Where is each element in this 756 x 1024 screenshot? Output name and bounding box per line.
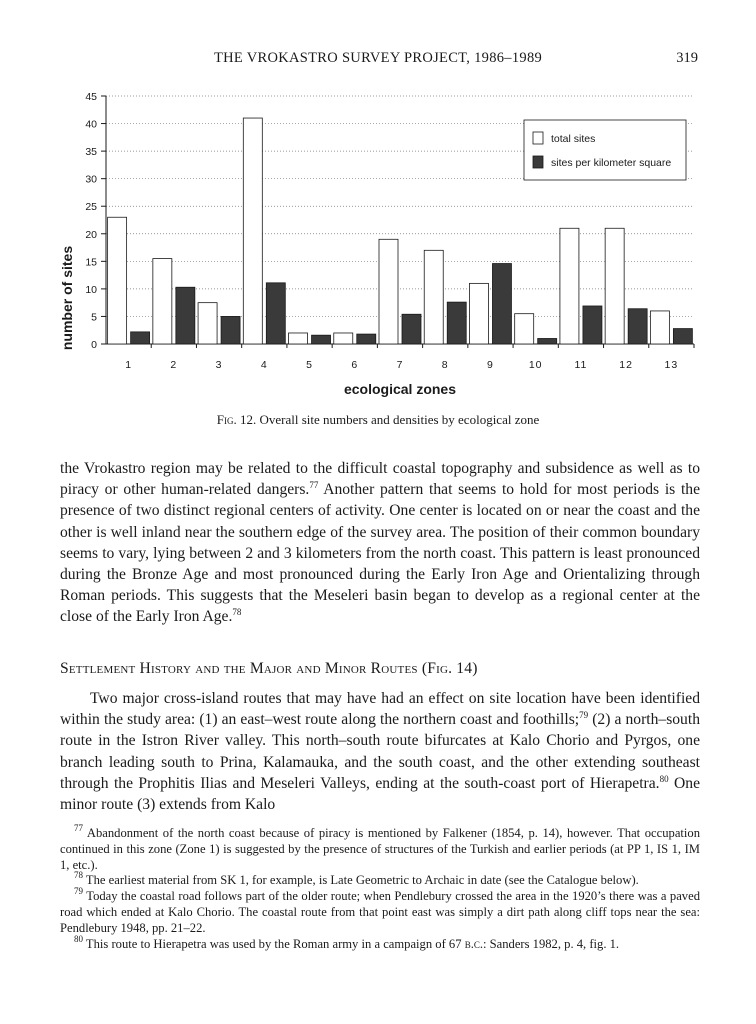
- bar-sites-per-km2: [221, 316, 240, 344]
- footnote: [60, 933, 700, 953]
- bar-sites-per-km2: [176, 287, 195, 344]
- body-paragraph-1: [60, 458, 700, 628]
- x-tick-label: 9: [487, 359, 494, 371]
- figure-caption-text: . 12. Overall site numbers and densities by ecological zone: [233, 412, 540, 427]
- bar-sites-per-km2: [583, 306, 602, 344]
- text-run: Two major cross-island routes that may have had an effect on site location have been identified within the study area: (1) an east–west route along the northern coast and foothills;: [60, 690, 700, 729]
- bar-sites-per-km2: [538, 338, 557, 344]
- bar-total-sites: [108, 217, 127, 344]
- footnote-ref: 77: [309, 480, 319, 491]
- footnote-ref: 79: [74, 886, 83, 897]
- x-tick-label: 11: [574, 359, 588, 371]
- legend-label: sites per kilometer square: [551, 157, 672, 169]
- x-tick-label: 1: [125, 359, 133, 371]
- footnote-ref: 77: [74, 823, 83, 833]
- figure-caption: [0, 412, 756, 428]
- footnote-ref: 78: [74, 870, 83, 881]
- y-tick-label: 25: [85, 201, 97, 214]
- bar-sites-per-km2: [492, 264, 511, 344]
- y-tick-label: 0: [91, 339, 97, 351]
- text-run: Abandonment of the north coast because of piracy is mentioned by Falkener (1854, p. 14), however. That occupation continued in this zone (Zone 1) is suggested by the presence of structures of the Turkish and earlier periods (at PP 1, IS 1, IM 1, etc.).: [60, 826, 700, 872]
- paragraph: [60, 458, 700, 628]
- text-run: The earliest material from SK 1, for example, is Late Geometric to Archaic in date (see the Catalogue below).: [83, 873, 639, 888]
- x-tick-label: 10: [528, 359, 543, 371]
- x-tick-label: 3: [215, 359, 223, 371]
- bar-total-sites: [289, 333, 308, 344]
- bar-sites-per-km2: [447, 302, 466, 344]
- text-run: : Sanders 1982, p. 4, fig. 1.: [483, 936, 620, 951]
- x-tick-label: 8: [441, 359, 449, 371]
- footnotes: [60, 823, 700, 952]
- bar-total-sites: [605, 228, 624, 344]
- bar-sites-per-km2: [673, 329, 692, 344]
- y-tick-label: 40: [85, 118, 97, 131]
- bar-sites-per-km2: [312, 335, 331, 344]
- bar-sites-per-km2: [131, 332, 150, 344]
- legend-label: total sites: [551, 133, 596, 145]
- y-tick-label: 15: [85, 256, 97, 269]
- bar-total-sites: [198, 303, 217, 344]
- x-axis-label: ecological zones: [343, 381, 457, 397]
- bar-total-sites: [560, 228, 579, 344]
- bar-sites-per-km2: [402, 314, 421, 344]
- bar-sites-per-km2: [357, 334, 376, 344]
- x-tick-label: 7: [396, 359, 404, 371]
- page-number: 319: [676, 50, 698, 66]
- text-run: One minor route (3) extends from Kalo: [60, 774, 700, 814]
- legend-swatch: [533, 156, 543, 168]
- x-tick-label: 4: [260, 359, 268, 371]
- running-title: THE VROKASTRO SURVEY PROJECT, 1986–1989: [213, 50, 543, 66]
- footnote: [60, 823, 700, 873]
- bar-total-sites: [515, 314, 534, 344]
- text-run: This route to Hierapetra was used by the Roman army in a campaign of 67: [83, 936, 465, 951]
- legend: [524, 120, 686, 180]
- legend-swatch: [533, 132, 543, 144]
- running-head: [0, 48, 756, 72]
- x-tick-label: 6: [351, 359, 359, 371]
- text-run: Another pattern that seems to hold for most periods is the presence of two distinct regional centers of activity. One center is located on or near the coast and the other is well inland near the southern edge of the survey area. The position of their common boundary seems to vary, lying between 2 and 3 kilometers from the north coast. This pattern is least pronounced during the Bronze Age and most pronounced during the Early Iron Age and Orientalizing through Roman periods. This suggests that the Meseleri basin began to develop as a regional center at the close of the Early Iron Age.: [60, 481, 700, 626]
- bar-total-sites: [650, 311, 669, 344]
- text-run: the Vrokastro region may be related to the difficult coastal topography and subsidence as well as to piracy or other human-related dangers.: [60, 460, 700, 499]
- footnote-ref: 78: [232, 607, 242, 618]
- bar-total-sites: [334, 333, 353, 344]
- y-tick-label: 20: [85, 228, 97, 241]
- bar-total-sites: [153, 259, 172, 344]
- y-tick-label: 30: [85, 173, 97, 186]
- bar-total-sites: [243, 118, 262, 344]
- y-tick-label: 10: [85, 283, 97, 296]
- y-tick-label: 35: [85, 146, 97, 159]
- paragraph: [60, 688, 700, 815]
- footnote-ref: 80: [659, 773, 669, 784]
- footnote: [60, 870, 700, 889]
- x-tick-label: 5: [306, 359, 313, 371]
- y-tick-label: 5: [91, 311, 97, 324]
- bar-total-sites: [424, 250, 443, 344]
- legend-box: [524, 120, 686, 180]
- bar-sites-per-km2: [628, 309, 647, 344]
- section-heading: Settlement History and the Major and Minor Routes (Fig. 14): [60, 660, 478, 677]
- x-tick-label: 12: [619, 359, 633, 371]
- figure-label: Fig: [216, 412, 234, 427]
- bar-chart: [0, 82, 756, 404]
- footnote-ref: 80: [74, 933, 83, 944]
- footnote: [60, 886, 700, 936]
- y-axis-label: number of sites: [59, 245, 75, 351]
- y-tick-label: 45: [85, 91, 97, 103]
- body-paragraph-2: [60, 688, 700, 815]
- footnote-ref: 79: [579, 710, 589, 721]
- x-tick-label: 13: [664, 359, 679, 371]
- bar-sites-per-km2: [266, 283, 285, 344]
- text-run: (2) a north–south route in the Istron River valley. This north–south route bifurcates at Kalo Chorio and Pyrgos, one branch leading south to Prina, Kalamauka, and the south coast, and the other extending southeast through the Prophitis Ilias and Meseleri Valleys, ending at the south-coast port of Hierapetra.: [60, 711, 700, 792]
- text-run: b.c.: [464, 936, 483, 951]
- bar-total-sites: [469, 283, 488, 344]
- x-tick-label: 2: [170, 359, 178, 371]
- text-run: Today the coastal road follows part of the older route; when Pendlebury crossed the area in the 1920’s there was a paved road which ended at Kalo Chorio. The coastal route from that point east was simply a dirt path along cliff tops near the sea: Pendlebury 1948, pp. 21–22.: [60, 889, 700, 935]
- bar-total-sites: [379, 239, 398, 344]
